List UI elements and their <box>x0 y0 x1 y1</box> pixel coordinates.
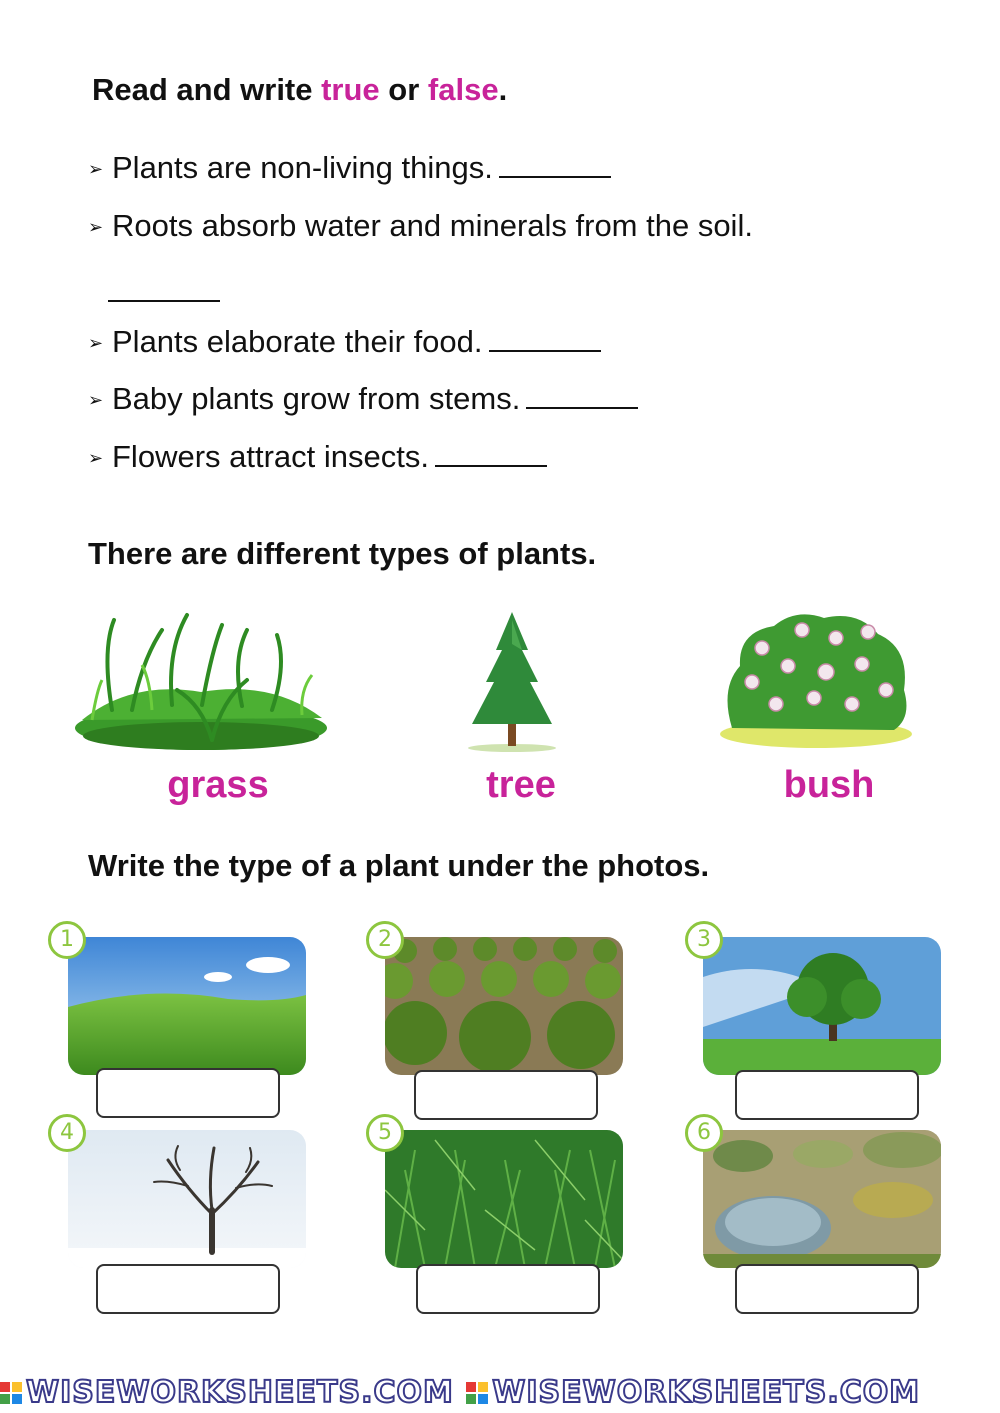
brand-logo-icon <box>0 1382 22 1404</box>
photo-grass-closeup <box>385 1130 623 1268</box>
photo-number-badge: 5 <box>366 1114 404 1152</box>
arrow-bullet-icon: ➢ <box>88 333 104 354</box>
photo-number-badge: 6 <box>685 1114 723 1152</box>
answer-blank[interactable] <box>526 383 638 409</box>
statement-item: ➢ Baby plants grow from stems. <box>88 381 638 417</box>
photo-garden-shrubs <box>703 1130 941 1268</box>
photo-number-badge: 2 <box>366 921 404 959</box>
footer-watermark <box>0 1375 1000 1413</box>
brand-logo-icon <box>466 1382 488 1404</box>
answer-blank[interactable] <box>489 326 601 352</box>
arrow-bullet-icon: ➢ <box>88 390 104 411</box>
statement-item: ➢ Roots absorb water and minerals from the soil. <box>88 208 753 243</box>
answer-box-6[interactable] <box>735 1264 919 1314</box>
plant-types-heading: There are different types of plants. <box>88 536 597 571</box>
grass-illustration <box>72 610 330 754</box>
footer-brand-text: WISEWORKSHEETS.COM <box>492 1375 921 1410</box>
arrow-bullet-icon: ➢ <box>88 217 104 238</box>
bush-illustration <box>718 608 914 752</box>
answer-blank[interactable] <box>435 441 547 467</box>
footer-brand-text: WISEWORKSHEETS.COM <box>26 1375 454 1410</box>
type-label-grass: grass <box>167 764 269 806</box>
answer-box-4[interactable] <box>96 1264 280 1314</box>
answer-box-3[interactable] <box>735 1070 919 1120</box>
answer-blank[interactable] <box>108 276 220 302</box>
photo-bushes <box>385 937 623 1075</box>
answer-box-1[interactable] <box>96 1068 280 1118</box>
arrow-bullet-icon: ➢ <box>88 159 104 180</box>
photo-bare-tree <box>68 1130 306 1268</box>
answer-blank[interactable] <box>499 152 611 178</box>
answer-box-2[interactable] <box>414 1070 598 1120</box>
type-label-tree: tree <box>486 764 556 806</box>
word-true: true <box>321 72 380 107</box>
word-false: false <box>427 72 499 107</box>
photo-number-badge: 4 <box>48 1114 86 1152</box>
statement-item: ➢ Flowers attract insects. <box>88 439 547 475</box>
type-label-bush: bush <box>783 764 875 806</box>
true-false-heading: Read and write true or false. <box>92 72 508 107</box>
photo-big-tree <box>703 937 941 1075</box>
photo-grass-hill <box>68 937 306 1075</box>
arrow-bullet-icon: ➢ <box>88 448 104 469</box>
statement-item: ➢ Plants are non-living things. <box>88 150 611 186</box>
tree-illustration <box>468 610 556 754</box>
answer-box-5[interactable] <box>416 1264 600 1314</box>
photo-number-badge: 1 <box>48 921 86 959</box>
statement-item: ➢ Plants elaborate their food. <box>88 324 601 360</box>
write-type-heading: Write the type of a plant under the photos. <box>88 848 710 883</box>
photo-number-badge: 3 <box>685 921 723 959</box>
